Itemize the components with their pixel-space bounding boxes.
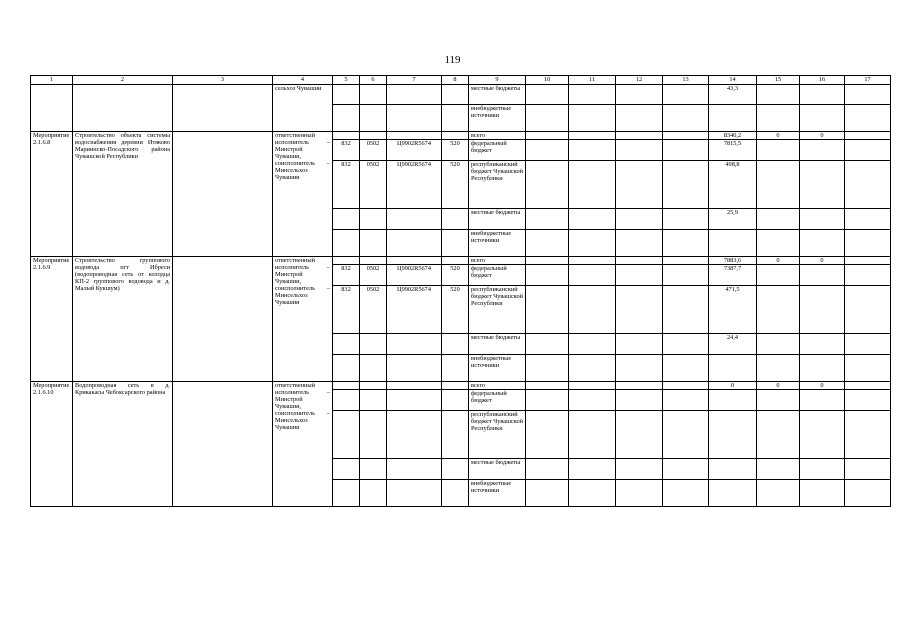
value-cell (569, 209, 616, 230)
value-cell: 24,4 (709, 334, 757, 355)
value-cell (845, 265, 891, 286)
expense-type-cell (442, 459, 469, 480)
grbs-cell: 832 (333, 140, 360, 161)
target-article-cell: Ц9902R5674 (387, 140, 442, 161)
value-cell (757, 265, 800, 286)
empty-cell (173, 257, 273, 382)
value-cell: 43,3 (709, 85, 757, 105)
grbs-cell: 832 (333, 161, 360, 209)
value-cell (569, 334, 616, 355)
value-cell (757, 286, 800, 334)
target-article-cell: Ц9902R5674 (387, 286, 442, 334)
value-cell: 0 (757, 132, 800, 140)
value-cell: 471,5 (709, 286, 757, 334)
section-cell: 0502 (360, 286, 387, 334)
section-cell (360, 382, 387, 390)
value-cell (616, 132, 663, 140)
value-cell (569, 411, 616, 459)
value-cell (709, 390, 757, 411)
source-cell: всего (469, 132, 526, 140)
target-article-cell (387, 480, 442, 507)
source-cell: местные бюджеты (469, 209, 526, 230)
value-cell (845, 140, 891, 161)
grbs-cell (333, 480, 360, 507)
source-cell: федеральный бюджет (469, 140, 526, 161)
grbs-cell (333, 390, 360, 411)
column-header: 13 (663, 76, 709, 85)
value-cell (663, 411, 709, 459)
measure-number-cell (31, 85, 73, 132)
measure-name-cell: Водопроводная сеть в д. Крикакасы Чебоксарского района (73, 382, 173, 507)
column-header: 12 (616, 76, 663, 85)
value-cell (800, 286, 845, 334)
measure-number-cell: Мероприятие 2.1.6.8 (31, 132, 73, 257)
value-cell (663, 286, 709, 334)
column-header: 8 (442, 76, 469, 85)
value-cell (845, 459, 891, 480)
empty-cell (173, 382, 273, 507)
source-cell: местные бюджеты (469, 85, 526, 105)
value-cell (616, 230, 663, 257)
column-header: 14 (709, 76, 757, 85)
value-cell (800, 265, 845, 286)
value-cell (663, 140, 709, 161)
section-cell (360, 132, 387, 140)
value-cell (616, 265, 663, 286)
section-cell (360, 209, 387, 230)
expense-type-cell (442, 257, 469, 265)
source-cell: федеральный бюджет (469, 265, 526, 286)
value-cell (569, 382, 616, 390)
grbs-cell (333, 459, 360, 480)
expense-type-cell (442, 334, 469, 355)
source-cell: федеральный бюджет (469, 390, 526, 411)
section-cell: 0502 (360, 265, 387, 286)
expense-type-cell (442, 480, 469, 507)
value-cell (845, 161, 891, 209)
source-cell: республиканский бюджет Чувашской Республики (469, 411, 526, 459)
value-cell (663, 390, 709, 411)
column-header: 11 (569, 76, 616, 85)
value-cell (845, 286, 891, 334)
value-cell (845, 411, 891, 459)
value-cell (616, 257, 663, 265)
section-cell (360, 459, 387, 480)
value-cell (757, 480, 800, 507)
value-cell (663, 480, 709, 507)
executor-cell: сельхоз Чувашии (273, 85, 333, 132)
expense-type-cell (442, 132, 469, 140)
value-cell (526, 140, 569, 161)
column-header: 1 (31, 76, 73, 85)
section-cell (360, 334, 387, 355)
section-cell (360, 355, 387, 382)
expense-type-cell: 520 (442, 286, 469, 334)
value-cell (663, 459, 709, 480)
value-cell (757, 459, 800, 480)
target-article-cell (387, 355, 442, 382)
column-header: 2 (73, 76, 173, 85)
target-article-cell (387, 334, 442, 355)
target-article-cell (387, 230, 442, 257)
value-cell (526, 230, 569, 257)
expense-type-cell (442, 355, 469, 382)
value-cell: 0 (800, 382, 845, 390)
value-cell (526, 286, 569, 334)
target-article-cell (387, 390, 442, 411)
value-cell (800, 230, 845, 257)
value-cell (845, 355, 891, 382)
table-row (31, 257, 891, 265)
section-cell (360, 230, 387, 257)
value-cell: 0 (757, 382, 800, 390)
grbs-cell (333, 382, 360, 390)
value-cell: 7387,7 (709, 265, 757, 286)
expense-type-cell (442, 390, 469, 411)
table-row (31, 382, 891, 390)
grbs-cell (333, 334, 360, 355)
value-cell (845, 209, 891, 230)
value-cell (663, 132, 709, 140)
expense-type-cell: 520 (442, 140, 469, 161)
value-cell (616, 382, 663, 390)
expense-type-cell (442, 230, 469, 257)
value-cell (569, 257, 616, 265)
value-cell: 0 (757, 257, 800, 265)
value-cell (663, 355, 709, 382)
value-cell (526, 382, 569, 390)
section-cell: 0502 (360, 140, 387, 161)
value-cell (569, 480, 616, 507)
executor-cell: ответственный исполнитель – Минстрой Чувашии, соисполнитель – Минсельхоз Чувашии (273, 257, 333, 382)
target-article-cell: Ц9902R5674 (387, 161, 442, 209)
value-cell (616, 209, 663, 230)
value-cell (663, 265, 709, 286)
value-cell (616, 140, 663, 161)
value-cell (800, 480, 845, 507)
section-cell (360, 257, 387, 265)
expense-type-cell (442, 209, 469, 230)
source-cell: всего (469, 382, 526, 390)
value-cell (845, 334, 891, 355)
column-header: 9 (469, 76, 526, 85)
source-cell: местные бюджеты (469, 334, 526, 355)
value-cell (526, 355, 569, 382)
value-cell: 0 (709, 382, 757, 390)
header-row (31, 76, 891, 85)
grbs-cell (333, 209, 360, 230)
target-article-cell: Ц9902R5674 (387, 265, 442, 286)
value-cell (845, 132, 891, 140)
value-cell (757, 355, 800, 382)
expense-type-cell: 520 (442, 265, 469, 286)
target-article-cell (387, 209, 442, 230)
value-cell (757, 411, 800, 459)
value-cell (616, 411, 663, 459)
value-cell (800, 390, 845, 411)
measure-name-cell: Строительство группового водовода пгт Ибреси (водопроводная сеть от колодца КП-2 группового водовода и д. Малый Кукшум) (73, 257, 173, 382)
expense-type-cell: 520 (442, 161, 469, 209)
value-cell (800, 161, 845, 209)
value-cell: 498,8 (709, 161, 757, 209)
target-article-cell (387, 257, 442, 265)
target-article-cell (387, 382, 442, 390)
value-cell (663, 382, 709, 390)
value-cell (526, 161, 569, 209)
measure-number-cell: Мероприятие 2.1.6.10 (31, 382, 73, 507)
value-cell: 7815,5 (709, 140, 757, 161)
empty-cell (173, 132, 273, 257)
value-cell (526, 459, 569, 480)
value-cell (569, 230, 616, 257)
value-cell (800, 209, 845, 230)
value-cell (616, 459, 663, 480)
value-cell (757, 140, 800, 161)
target-article-cell (387, 132, 442, 140)
value-cell (663, 334, 709, 355)
value-cell (845, 480, 891, 507)
value-cell (663, 257, 709, 265)
column-header: 7 (387, 76, 442, 85)
section-cell (360, 480, 387, 507)
measure-number-cell: Мероприятие 2.1.6.9 (31, 257, 73, 382)
value-cell (663, 209, 709, 230)
source-cell: внебюджетные источники (469, 105, 526, 132)
value-cell (663, 230, 709, 257)
value-cell (757, 161, 800, 209)
budget-table (30, 75, 891, 507)
table-row (31, 85, 891, 105)
value-cell (569, 390, 616, 411)
value-cell (800, 411, 845, 459)
value-cell (616, 334, 663, 355)
value-cell (616, 286, 663, 334)
value-cell (757, 209, 800, 230)
value-cell (709, 105, 757, 132)
value-cell (663, 161, 709, 209)
executor-cell: ответственный исполнитель – Минстрой Чувашии, соисполнитель – Минсельхоз Чувашии (273, 382, 333, 507)
value-cell (616, 355, 663, 382)
value-cell (569, 161, 616, 209)
value-cell (526, 411, 569, 459)
target-article-cell (387, 459, 442, 480)
page-number: 119 (444, 54, 461, 66)
grbs-cell: 832 (333, 286, 360, 334)
value-cell (800, 355, 845, 382)
source-cell: внебюджетные источники (469, 230, 526, 257)
source-cell: внебюджетные источники (469, 355, 526, 382)
value-cell (616, 480, 663, 507)
value-cell (526, 209, 569, 230)
value-cell (845, 257, 891, 265)
value-cell (800, 140, 845, 161)
value-cell (709, 480, 757, 507)
section-cell: 0502 (360, 161, 387, 209)
value-cell (616, 161, 663, 209)
value-cell (757, 334, 800, 355)
value-cell (709, 355, 757, 382)
value-cell: 25,9 (709, 209, 757, 230)
value-cell (800, 334, 845, 355)
grbs-cell (333, 230, 360, 257)
value-cell (709, 459, 757, 480)
value-cell (569, 355, 616, 382)
value-cell (845, 382, 891, 390)
source-cell: республиканский бюджет Чувашской Республики (469, 161, 526, 209)
value-cell: 8340,2 (709, 132, 757, 140)
value-cell (845, 230, 891, 257)
column-header: 16 (800, 76, 845, 85)
value-cell (709, 411, 757, 459)
expense-type-cell (442, 411, 469, 459)
value-cell (526, 334, 569, 355)
grbs-cell (333, 355, 360, 382)
value-cell (616, 390, 663, 411)
column-header: 4 (273, 76, 333, 85)
column-header: 15 (757, 76, 800, 85)
grbs-cell: 832 (333, 265, 360, 286)
source-cell: внебюджетные источники (469, 480, 526, 507)
value-cell: 7883,6 (709, 257, 757, 265)
value-cell (757, 230, 800, 257)
value-cell (526, 257, 569, 265)
table-row (31, 132, 891, 140)
section-cell (360, 411, 387, 459)
value-cell (569, 140, 616, 161)
source-cell: республиканский бюджет Чувашской Республики (469, 286, 526, 334)
value-cell (569, 286, 616, 334)
target-article-cell (387, 411, 442, 459)
value-cell (800, 459, 845, 480)
value-cell (526, 132, 569, 140)
value-cell: 0 (800, 132, 845, 140)
executor-cell: ответственный исполнитель – Минстрой Чувашии, соисполнитель – Минсельхоз Чувашии (273, 132, 333, 257)
column-header: 6 (360, 76, 387, 85)
source-cell: всего (469, 257, 526, 265)
value-cell (569, 265, 616, 286)
empty-cell (173, 85, 273, 132)
column-header: 5 (333, 76, 360, 85)
measure-name-cell: Строительство объекта системы водоснабжения деревни Итяково Мариинско-Посадского района Чувашской Республики (73, 132, 173, 257)
value-cell (845, 390, 891, 411)
value-cell (526, 265, 569, 286)
measure-name-cell (73, 85, 173, 132)
column-header: 3 (173, 76, 273, 85)
column-header: 10 (526, 76, 569, 85)
grbs-cell (333, 257, 360, 265)
grbs-cell (333, 411, 360, 459)
source-cell: местные бюджеты (469, 459, 526, 480)
value-cell (757, 390, 800, 411)
grbs-cell (333, 132, 360, 140)
value-cell: 0 (800, 257, 845, 265)
expense-type-cell (442, 382, 469, 390)
value-cell (526, 390, 569, 411)
section-cell (360, 390, 387, 411)
value-cell (526, 480, 569, 507)
value-cell (569, 459, 616, 480)
value-cell (569, 132, 616, 140)
value-cell (709, 230, 757, 257)
column-header: 17 (845, 76, 891, 85)
